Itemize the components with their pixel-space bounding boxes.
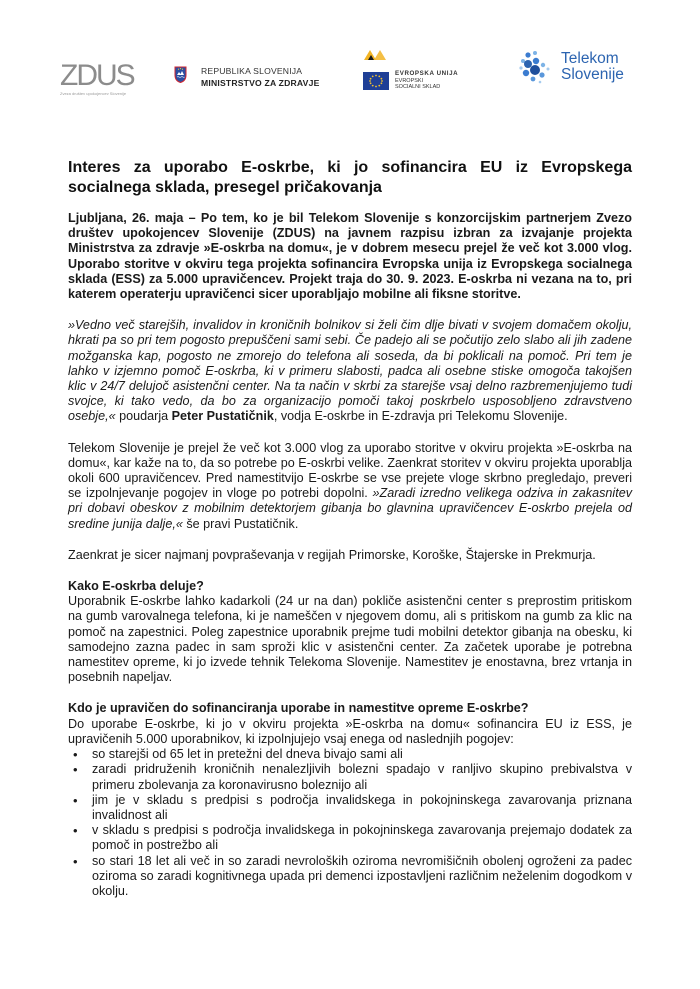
quote-text: »Vedno več starejših, invalidov in kroničnih bolnikov si želi čim dlje bivati v svojem domačem okolju, hkrati pa so pri tem pogosto prepuščeni sami sebi. Če padejo ali se počutijo zelo slabo ali jih zadene možganska kap, pogosto ne zmorejo do telefona ali soseda, da bi poklicali na pomoč. Pri tem je lahko v izjemno pomoč E-oskrba, ki v primeru slabosti, padca ali osebne stiske omogoča takojšen klic v 24/7 delujoč asistenčni center. Na ta način v skrbi za starejše vsaj delno razbremenjujemo tudi svojce, ki tako vedo, da bo za organizacijo pomoči takoj poskrbelo usposobljeno zdravstveno osebje,«	[68, 318, 632, 424]
heading-how-it-works: Kako E-oskrba deluje?	[68, 579, 204, 594]
applications-text: Telekom Slovenije je prejel že več kot 3.000 vlog za uporabo storitve v okviru projekta »E-oskrba na domu«, kar kaže na to, da so potrebe po E-oskrbi velike. Zaenkrat storitev v okviru projekta uporablja okoli 600 upravičencev. Pred namestitvijo E-oskrbe se vse prejete vloge skrbno pregledajo, preveri se izpolnjevanje pogojev in vloge po potrebi dopolni.	[68, 440, 632, 501]
esf-mark-icon	[363, 48, 389, 62]
list-item: • v skladu s predpisi s področja invalidskega in pokojninskega zavarovanja prejemajo dodatek za pomoč in postrežbo ali	[68, 823, 632, 853]
eu-flag-icon	[363, 72, 389, 90]
telekom-dots-icon	[515, 47, 555, 87]
ministry-logo-line1: REPUBLIKA SLOVENIJA	[201, 66, 303, 76]
attribution-suffix: , vodja E-oskrbe in E-zdravja pri Telekomu Slovenije.	[273, 409, 568, 424]
paragraph-how-it-works: Uporabnik E-oskrbe lahko kadarkoli (24 ur na dan) pokliče asistenčni center s preprostim pritiskom na gumb varovalnega telefona, ki je nameščen v njegovem domu, ali s pritiskom na gumb za klic na pomoč na zapestnici. Poleg zapestnice uporabnik prejme tudi mobilni detektor gibanja na obesku, ki samodejno zazna padec in sam sproži klic v asistenčni center. Za začetek uporabe je potrebna namestitev opreme, ki jo izvede tehnik Telekoma Slovenije. Namestitev je enostavna, brez vrtanja in posebnih napeljav.	[68, 594, 632, 685]
paragraph-regions: Zaenkrat je sicer najmanj povpraševanja v regijah Primorske, Koroške, Štajerske in Prekmurja.	[68, 547, 596, 562]
zdus-logo-subtext: Zveza društev upokojencev Slovenije	[60, 91, 127, 96]
attribution-prefix: poudarja	[115, 409, 172, 424]
article-title: Interes za uporabo E-oskrbe, ki jo sofinancira EU iz Evropskega socialnega sklada, presegel pričakovanja	[68, 159, 632, 196]
article-body	[68, 158, 632, 899]
telekom-logo-line2: Slovenije	[561, 66, 624, 83]
esf-logo-line3: SOCIALNI SKLAD	[395, 84, 441, 91]
esf-logo	[363, 48, 458, 91]
ministry-logo	[174, 66, 320, 89]
list-item: • zaradi pridruženih kroničnih nenalezljivih bolezni spadajo v ranljivo skupino prebivalstva v primeru zbolevanja za koronavirusno boleznijo ali	[68, 762, 632, 792]
applications-end: še pravi Pustatičnik.	[182, 516, 299, 531]
slovenia-crest-icon	[174, 66, 187, 83]
logo-strip	[0, 44, 700, 100]
paragraph-eligibility: Do uporabe E-oskrbe, ki jo v okviru projekta »E-oskrba na domu« sofinancira EU iz ESS, je upravičenih 5.000 uporabnikov, ki izpolnjujejo vsaj enega od naslednjih pogojev:	[68, 716, 632, 746]
ministry-logo-line2: MINISTRSTVO ZA ZDRAVJE	[201, 77, 320, 88]
applications-quote: »Zaradi izredno velikega odziva in zakasnitev pri dobavi obeskov z mobilnim detektorjem gibanja bo glavnina upravičencev E-oskrbo prejela od sredine junija dalje,«	[68, 486, 632, 531]
zdus-logo	[60, 59, 134, 96]
heading-eligibility: Kdo je upravičen do sofinanciranja uporabe in namestitve opreme E-oskrbe?	[68, 701, 529, 716]
paragraph-quote-pustaticnik	[68, 318, 632, 424]
esf-logo-line1: EVROPSKA UNIJA	[395, 70, 459, 77]
telekom-logo-line1: Telekom	[561, 50, 619, 67]
paragraph-applications	[68, 441, 632, 532]
list-item: • so starejši od 65 let in pretežni del dneva bivajo sami ali	[68, 747, 632, 762]
telekom-logo	[515, 47, 624, 87]
esf-logo-line2: EVROPSKI	[395, 77, 424, 84]
article-lead: Ljubljana, 26. maja – Po tem, ko je bil Telekom Slovenije s konzorcijskim partnerjem Zvezo društev upokojencev Slovenije (ZDUS) na javnem razpisu izbran za izvajanje projekta Ministrstva za zdravje »E-oskrba na domu«, je v dobrem mesecu prejel že več kot 3.000 vlog. Uporabo storitve v okviru tega projekta sofinancira Evropska unija iz Evropskega socialnega sklada (ESS) za 5.000 upravičencev. Projekt traja do 30. 9. 2023. E-oskrba ni vezana na to, pri katerem operaterju upravičenci sicer uporabljajo mobilne ali fiksne storitve.	[68, 211, 632, 302]
list-item: • so stari 18 let ali več in so zaradi nevroloških oziroma nevromišičnih obolenj ogroženi za padec oziroma so zaradi kognitivnega upada pri demenci izpostavljeni različnim neželenim dogodkom v okolju.	[68, 854, 632, 900]
eligibility-conditions-list	[68, 747, 632, 899]
list-item: • jim je v skladu s predpisi s področja invalidskega in pokojninskega zavarovanja priznana invalidnost ali	[68, 793, 632, 823]
zdus-logo-mark: ZDUS	[60, 59, 134, 92]
speaker-name: Peter Pustatičnik	[171, 409, 274, 424]
